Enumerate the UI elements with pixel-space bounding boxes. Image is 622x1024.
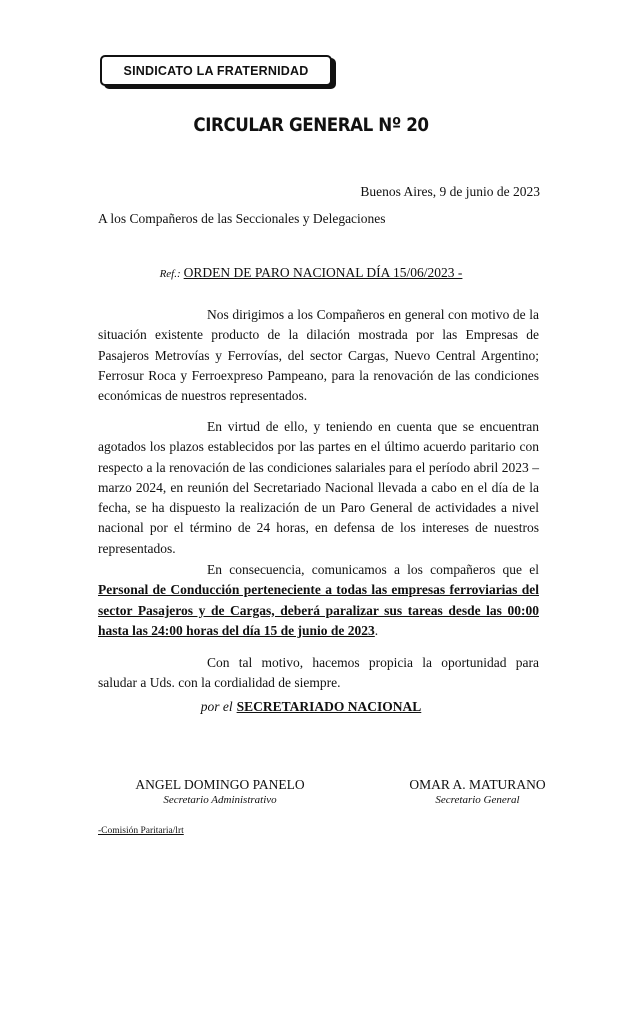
- paragraph-3-emphasis: Personal de Conducción perteneciente a todas las empresas ferroviarias del sector Pasajeros y de Cargas, deberá paralizar sus tareas desde las 00:00 hasta las 24:00 horas del día 15 de junio de 2023: [98, 582, 539, 638]
- paragraph-1: Nos dirigimos a los Compañeros en general con motivo de la situación existente producto de la dilación mostrada por las Empresas de Pasajeros Metrovías y Ferrovías, del sector Cargas, Nuevo Central Argentino; Ferrosur Roca y Ferroexpreso Pampeano, para la renovación de las condiciones económicas de nuestros representados.: [98, 307, 539, 404]
- date-line: Buenos Aires, 9 de junio de 2023: [360, 184, 540, 199]
- signature-org: SECRETARIADO NACIONAL: [236, 699, 422, 714]
- signer-name: OMAR A. MATURANO: [409, 777, 546, 792]
- paragraph-4: Con tal motivo, hacemos propicia la oportunidad para saludar a Uds. con la cordialidad de siempre.: [98, 655, 539, 691]
- paragraph-3-end: .: [374, 622, 379, 638]
- addressee-line: A los Compañeros de las Seccionales y Delegaciones: [98, 211, 386, 226]
- signer-role: Secretario General: [435, 794, 520, 806]
- union-name: SINDICATO LA FRATERNIDAD: [123, 63, 309, 78]
- signature-by: por el: [200, 699, 233, 714]
- signer-role: Secretario Administrativo: [163, 794, 277, 806]
- signer-name: ANGEL DOMINGO PANELO: [135, 777, 305, 792]
- signature-line: [0, 699, 622, 715]
- footnote: -Comisión Paritaria/lrt: [98, 826, 184, 836]
- paragraph-3-intro: En consecuencia, comunicamos a los compañeros que el: [207, 562, 539, 577]
- reference-line: [0, 265, 622, 281]
- union-name-box: [100, 55, 332, 86]
- paragraph-2: En virtud de ello, y teniendo en cuenta que se encuentran agotados los plazos establecidos por las partes en el último acuerdo paritario con respecto a la renovación de las condiciones salariales para el período abril 2023 – marzo 2024, en reunión del Secretariado Nacional llevada a cabo en el día de la fecha, se ha dispuesto la realización de un Paro General de actividades a nivel nacional por el término de 24 horas, en defensa de los intereses de nuestros representados.: [98, 419, 539, 556]
- circular-title: CIRCULAR GENERAL Nº 20: [193, 114, 429, 136]
- signer-general: [390, 777, 565, 806]
- signer-administrative: [130, 777, 310, 806]
- reference-label: Ref.:: [159, 268, 181, 280]
- paragraph-3: [98, 560, 539, 641]
- reference-text: ORDEN DE PARO NACIONAL DÍA 15/06/2023 -: [183, 265, 463, 280]
